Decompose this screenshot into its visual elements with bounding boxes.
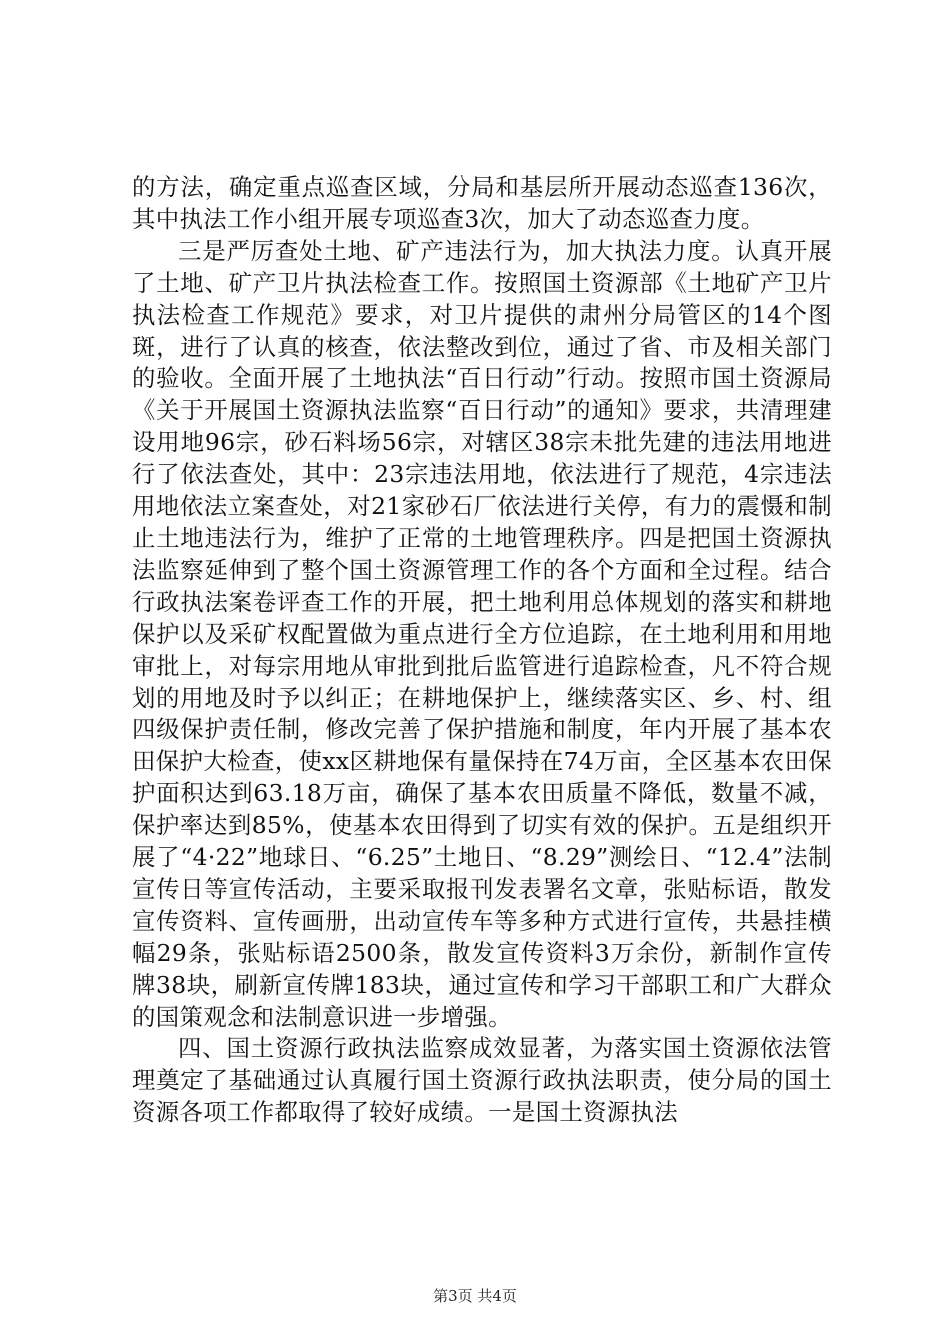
- paragraph-3: 四、国土资源行政执法监察成效显著，为落实国土资源依法管理奠定了基础通过认真履行国土资源行政执法职责，使分局的国土资源各项工作都取得了较好成绩。一是国土资源执法: [132, 1034, 832, 1127]
- document-body: [132, 172, 832, 1129]
- paragraph-2: 三是严厉查处土地、矿产违法行为，加大执法力度。认真开展了土地、矿产卫片执法检查工作。按照国土资源部《土地矿产卫片执法检查工作规范》要求，对卫片提供的肃州分局管区的14个图斑，进行了认真的核查，依法整改到位，通过了省、市及相关部门的验收。全面开展了土地执法“百日行动”行动。按照市国土资源局《关于开展国土资源执法监察“百日行动”的通知》要求，共清理建设用地96宗，砂石料场56宗，对辖区38宗未批先建的违法用地进行了依法查处，其中：23宗违法用地，依法进行了规范，4宗违法用地依法立案查处，对21家砂石厂依法进行关停，有力的震慑和制止土地违法行为，维护了正常的土地管理秩序。四是把国土资源执法监察延伸到了整个国土资源管理工作的各个方面和全过程。结合行政执法案卷评查工作的开展，把土地利用总体规划的落实和耕地保护以及采矿权配置做为重点进行全方位追踪，在土地利用和用地审批上，对每宗用地从审批到批后监管进行追踪检查，凡不符合规划的用地及时予以纠正；在耕地保护上，继续落实区、乡、村、组四级保护责任制，修改完善了保护措施和制度，年内开展了基本农田保护大检查，使xx区耕地保有量保持在74万亩，全区基本农田保护面积达到63.18万亩，确保了基本农田质量不降低，数量不减，保护率达到85%，使基本农田得到了切实有效的保护。五是组织开展了“4·22”地球日、“6.25”土地日、“8.29”测绘日、“12.4”法制宣传日等宣传活动，主要采取报刊发表署名文章，张贴标语，散发宣传资料、宣传画册，出动宣传车等多种方式进行宣传，共悬挂横幅29条，张贴标语2500条，散发宣传资料3万余份，新制作宣传牌38块，刷新宣传牌183块，通过宣传和学习干部职工和广大群众的国策观念和法制意识进一步增强。: [132, 236, 832, 1031]
- page-number: 第3页 共4页: [433, 1287, 517, 1305]
- page-footer: [0, 1286, 950, 1306]
- paragraph-1: 的方法，确定重点巡查区域，分局和基层所开展动态巡查136次，其中执法工作小组开展专项巡查3次，加大了动态巡查力度。: [132, 173, 832, 233]
